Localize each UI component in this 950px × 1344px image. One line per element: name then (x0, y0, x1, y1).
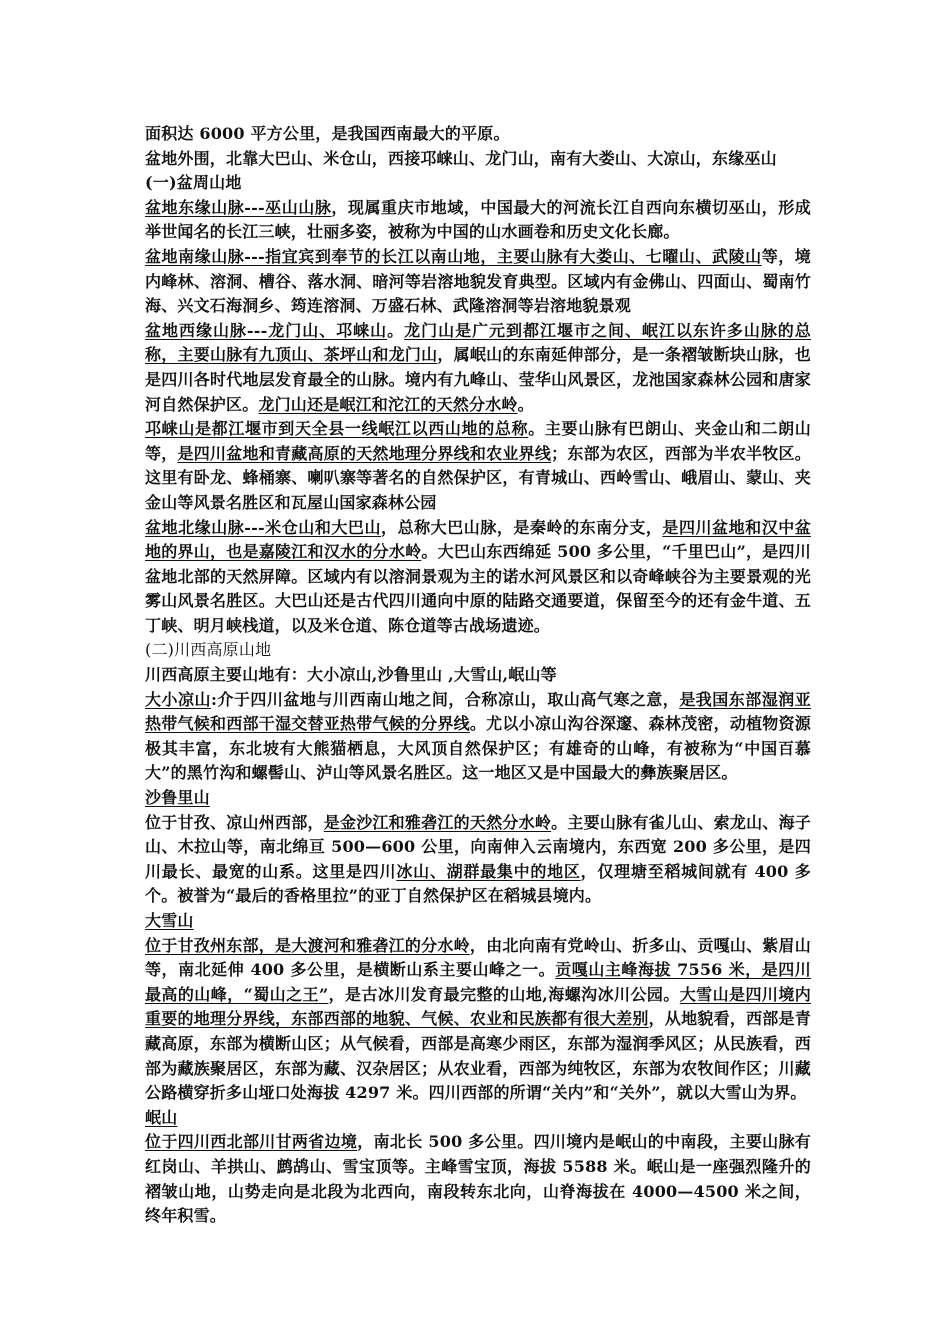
text-run: 川西高原主要山地有：大小凉山,沙鲁里山 ,大雪山,岷山等 (145, 665, 557, 685)
text-run: (二)川西高原山地 (145, 640, 272, 660)
underlined-text: 盆地西缘山脉---龙门山、邛崃山 (145, 320, 388, 340)
underlined-text: 位于四川西北部川甘两省边境 (145, 1132, 358, 1152)
paragraph (145, 516, 811, 639)
paragraph (145, 909, 811, 934)
text-run: :介于四川盆地与川西南山地之间，合称凉山，取山高气寒之意， (211, 689, 680, 709)
underlined-text: 龙门山还是岷江和沱江的天然分水岭 (258, 394, 518, 414)
paragraph (145, 1130, 811, 1228)
underlined-text: 沙鲁里山 (145, 788, 210, 808)
paragraph (145, 319, 811, 417)
underlined-text: 盆地东缘山脉---巫山山脉 (145, 197, 332, 217)
text-run: 。 (387, 320, 405, 340)
document-body (145, 122, 811, 1229)
text-run: ，现属重庆市地域，中国最大的河流长江自西向东横切巫山，形成举世闻名的长江三峡，壮丽多姿，被称为中国的山水画卷和历史文化长廊。 (145, 197, 811, 242)
underlined-text: 大雪山是四川境内重要的地理分界线，东部西部的地貌、气候、农业和民族都有很大差别 (145, 984, 811, 1029)
underlined-text: 是四川盆地和汉中盆地的界山，也是嘉陵江和汉水的分水岭 (145, 517, 811, 562)
underlined-text: 冰山、湖群最集中的地区 (396, 861, 581, 881)
text-run: 。大巴山东西绵延 500 多公里，“千里巴山”，是四川盆地北部的天然屏障。区域内有以溶洞景观为主的诺水河风景区和以奇峰峡谷为主要景观的光雾山风景名胜区。大巴山还是古代四川通向中原的陆路交通要道，保留至今的还有金牛道、五丁峡、明月峡栈道，以及米仓道、陈仓道等古战场遗迹。 (145, 542, 811, 635)
text-run: ，属岷山的东南延伸部分，是一条褶皱断块山脉，也是四川各时代地层发育最全的山脉。境内有九峰山、莹华山风景区，龙池国家森林公园和唐家河自然保护区。 (145, 345, 811, 414)
underlined-text: 邛崃山是都江堰市到天全县一线岷江以西山地的总称 (145, 419, 529, 439)
underlined-text: 大雪山 (145, 911, 194, 930)
paragraph (145, 171, 811, 196)
text-run: ，总称大巴山脉，是秦岭的东南分支， (381, 517, 663, 537)
text-run: 等，境内峰林、溶洞、槽谷、落水洞、暗河等岩溶地貌发育典型。区域内有金佛山、四面山、蜀南竹海、兴文石海洞乡、筠连溶洞、万盛石林、武隆溶洞等岩溶地貌景观 (145, 246, 811, 316)
text-run: ，仅理塘至稻城间就有 400 多个。被誉为“最后的香格里拉”的亚丁自然保护区在稻城县境内。 (145, 861, 811, 906)
text-run: ，从地貌看，西部是青藏高原，东部为横断山区；从气候看，西部是高寒少雨区，东部为湿润季风区；从民族看，西部为藏族聚居区，东部为藏、汉杂居区；从农业看，西部为纯牧区，东部为农牧间作区；川藏公路横穿折多山垭口处海拔 4297 米。四川西部的所谓“关内”和“关外”，就以大雪山为界。 (145, 1009, 811, 1103)
paragraph (145, 934, 811, 1106)
underlined-text: 贡嘎山主峰海拔 7556 米，是四川最高的山峰，“蜀山之王” (145, 960, 811, 1004)
text-run: 。尤以小凉山沟谷深邃、森林茂密，动植物资源极其丰富，东北坡有大熊猫栖息，大风顶自然保护区；有雄奇的山峰，有被称为“中国百慕大”的黑竹沟和螺髻山、泸山等风景名胜区。这一地区又是中国最大的彝族聚居区。 (145, 714, 811, 783)
underlined-text: 是我国东部湿润亚热带气候和西部干湿交替亚热带气候的分界线 (145, 689, 811, 734)
paragraph (145, 663, 811, 688)
underlined-text: 岷山 (145, 1107, 178, 1127)
underlined-text: 是四川盆地和青藏高原的天然地理分界线和农业界线 (177, 443, 552, 463)
underlined-text: 龙门山是广元到都江堰市之间、岷江以东许多山脉的总称，主要山脉有九顶山、茶坪山和龙门山 (145, 320, 811, 365)
underlined-text: 大小凉山 (145, 689, 211, 709)
paragraph (145, 245, 811, 319)
text-run: 位于甘孜、凉山州西部， (145, 812, 324, 832)
underlined-text: 是金沙江和雅砻江的天然分水岭 (323, 812, 552, 832)
underlined-text: 位于甘孜州东部，是大渡河和雅砻江的分水岭 (145, 935, 470, 955)
text-run: ；东部为农区，西部为半农半牧区。这里有卧龙、蜂桶寨、喇叭寨等著名的自然保护区，有青城山、西岭雪山、峨眉山、蒙山、夹金山等风景名胜区和瓦屋山国家森林公园 (145, 443, 811, 512)
text-run: 盆地外围，北靠大巴山、米仓山，西接邛崃山、龙门山，南有大娄山、大凉山，东缘巫山 (145, 148, 777, 168)
paragraph (145, 122, 811, 147)
paragraph (145, 638, 811, 663)
paragraph (145, 147, 811, 172)
underlined-text: 盆地北缘山脉---米仓山和大巴山 (145, 517, 382, 537)
text-run: ，由北向南有党岭山、折多山、贡嘎山、紫眉山等，南北延伸 400 多公里，是横断山系主要山峰之一。 (145, 935, 811, 980)
text-run: (一)盆周山地 (145, 173, 242, 193)
text-run: ，是古冰川发育最完整的山地,海螺沟冰川公园。 (328, 984, 680, 1004)
text-run: 面积达 6000 平方公里，是我国西南最大的平原。 (145, 124, 510, 143)
underlined-text: 盆地南缘山脉---指宜宾到奉节的长江以南山地，主要山脉有大娄山、七曜山、武陵山 (145, 246, 762, 266)
paragraph (145, 196, 811, 245)
paragraph (145, 417, 811, 515)
text-run: ，南北长 500 多公里。四川境内是岷山的中南段，主要山脉有红岗山、羊拱山、鹧鸪山、雪宝顶等。主峰雪宝顶，海拔 5588 米。岷山是一座强烈隆升的褶皱山地，山势走向是北段为北西向，南段转东北向，山脊海拔在 4000—4500 米之间，终年积雪。 (145, 1132, 811, 1226)
text-run: 。主要山脉有雀儿山、索龙山、海子山、木拉山等，南北绵亘 500—600 公里，向南伸入云南境内，东西宽 200 多公里，是四川最长、最宽的山系。这里是四川 (145, 812, 812, 881)
paragraph (145, 1106, 811, 1131)
paragraph (145, 688, 811, 786)
paragraph (145, 786, 811, 811)
text-run: 。主要山脉有巴朗山、夹金山和二朗山等， (145, 419, 811, 463)
text-run: 。 (517, 394, 534, 414)
paragraph (145, 811, 811, 909)
